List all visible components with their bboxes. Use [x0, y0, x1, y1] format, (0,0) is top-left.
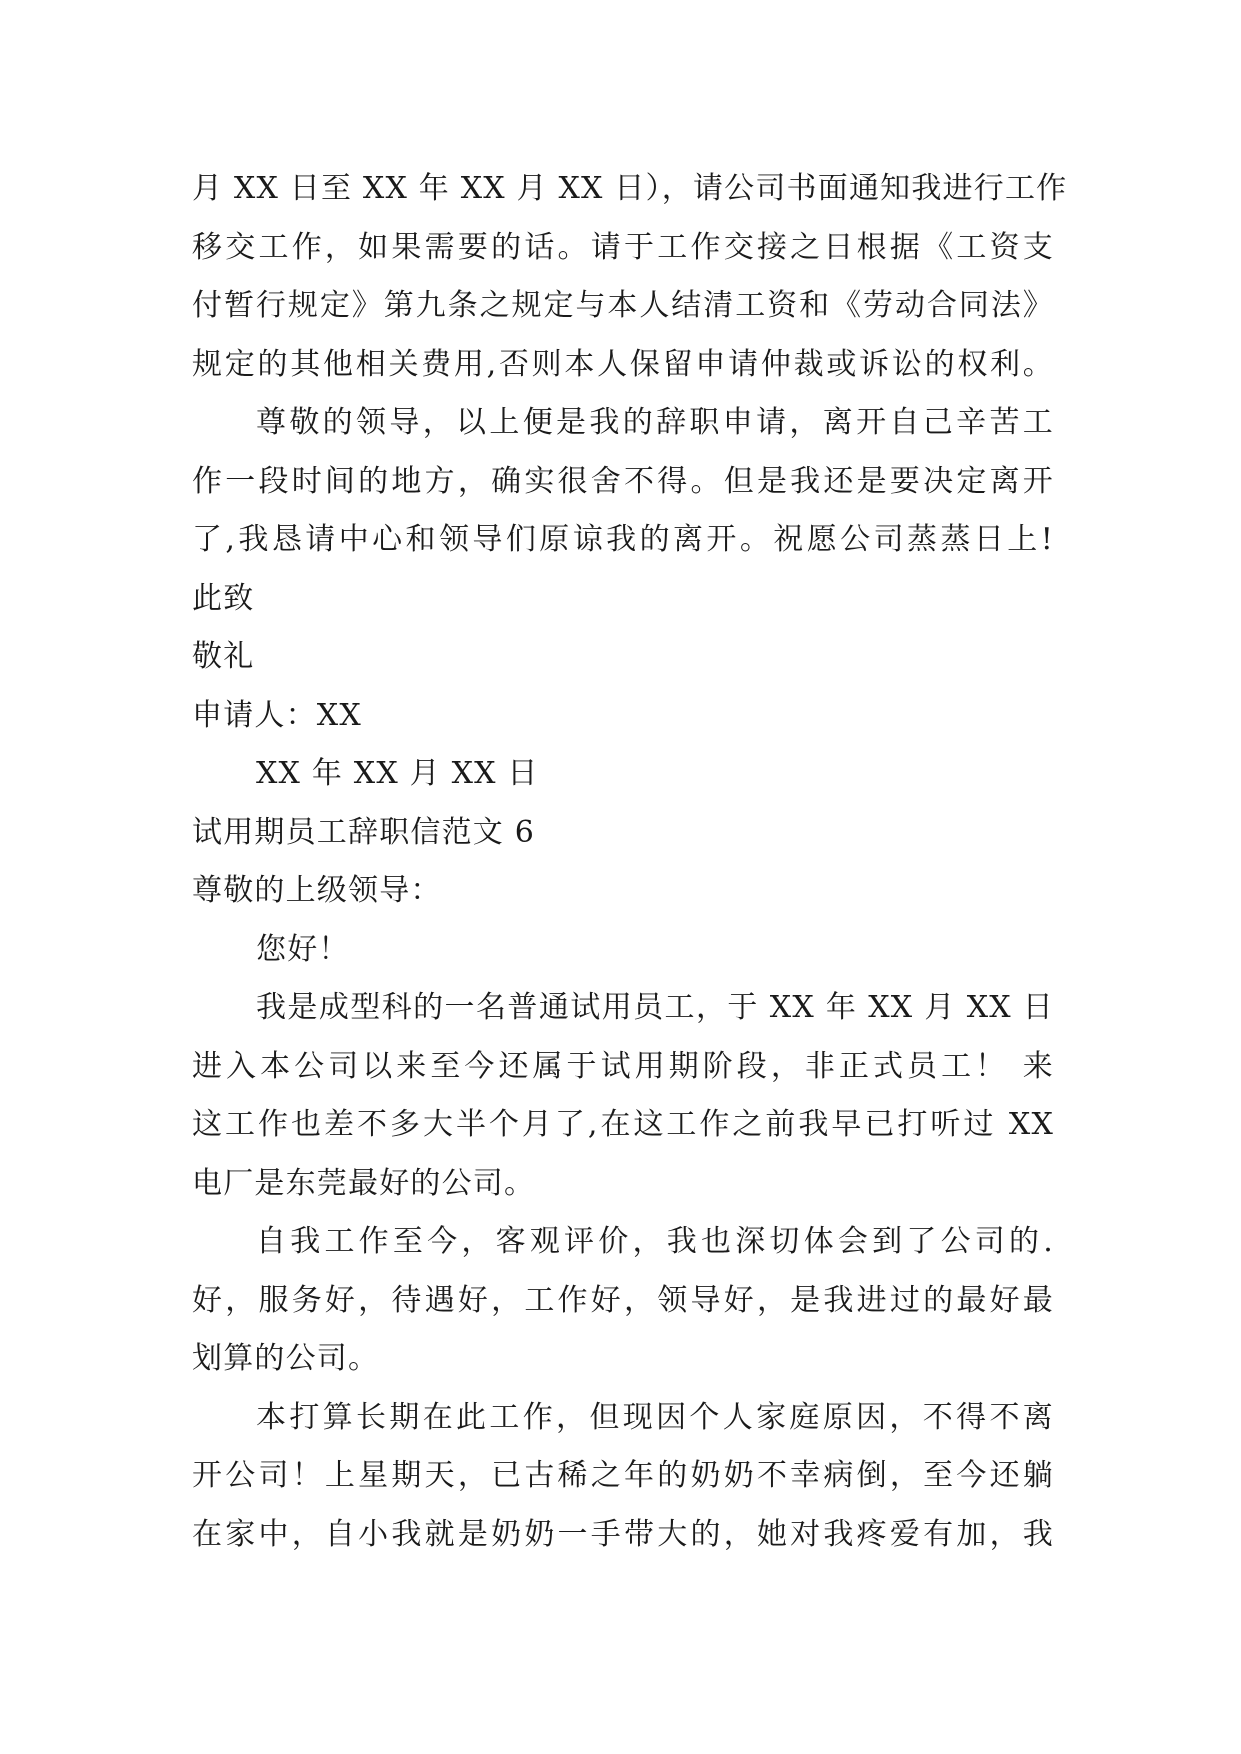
paragraph-introduction: [192, 979, 1054, 1213]
text-line: 好，服务好，待遇好，工作好，领导好，是我进过的最好最: [192, 1282, 1054, 1318]
text-line: 我是成型科的一名普通试用员工，于 XX 年 XX 月 XX 日: [256, 990, 1054, 1025]
text-line: 电厂是东莞最好的公司。: [192, 1165, 536, 1201]
text-line: 移交工作，如果需要的话。请于工作交接之日根据《工资支: [192, 229, 1054, 265]
text-line: 月 XX 日至 XX 年 XX 月 XX 日），请公司书面通知我进行工作: [192, 171, 1068, 206]
text-line: 自我工作至今，客观评价，我也深切体会到了公司的.: [256, 1224, 1054, 1259]
document-page: [192, 160, 1068, 1564]
text-line: 规定的其他相关费用,否则本人保留申请仲裁或诉讼的权利。: [192, 346, 1054, 382]
text-line: 付暂行规定》第九条之规定与本人结清工资和《劳动合同法》: [192, 288, 1054, 323]
closing-phrase: 此致: [192, 580, 255, 616]
paragraph-resignation-terms: [192, 160, 1068, 394]
text-line: 进入本公司以来至今还属于试用期阶段，非正式员工！ 来: [192, 1048, 1054, 1084]
text-line: 本打算长期在此工作，但现因个人家庭原因，不得不离: [256, 1399, 1054, 1435]
text-line: 这工作也差不多大半个月了,在这工作之前我早已打听过 XX: [192, 1107, 1054, 1142]
text-line: 开公司！上星期天，已古稀之年的奶奶不幸病倒，至今还躺: [192, 1458, 1054, 1493]
paragraph-farewell: [192, 394, 1054, 570]
closing-regards: 敬礼: [192, 639, 255, 674]
paragraph-reason: [192, 1389, 1054, 1565]
letter-date: XX 年 XX 月 XX 日: [256, 756, 539, 791]
salutation: 尊敬的上级领导：: [192, 873, 442, 908]
text-line: 作一段时间的地方，确实很舍不得。但是我还是要决定离开: [192, 463, 1054, 499]
paragraph-evaluation: [192, 1213, 1054, 1389]
greeting: 您好！: [256, 931, 350, 967]
section-title: 试用期员工辞职信范文 6: [192, 814, 536, 850]
applicant-signature: 申请人：XX: [192, 697, 362, 733]
text-line: 了,我恳请中心和领导们原谅我的离开。祝愿公司蒸蒸日上!: [192, 522, 1054, 557]
text-line: 在家中，自小我就是奶奶一手带大的，她对我疼爱有加，我: [192, 1516, 1054, 1552]
text-line: 尊敬的领导，以上便是我的辞职申请，离开自己辛苦工: [256, 405, 1054, 440]
text-line: 划算的公司。: [192, 1341, 380, 1376]
